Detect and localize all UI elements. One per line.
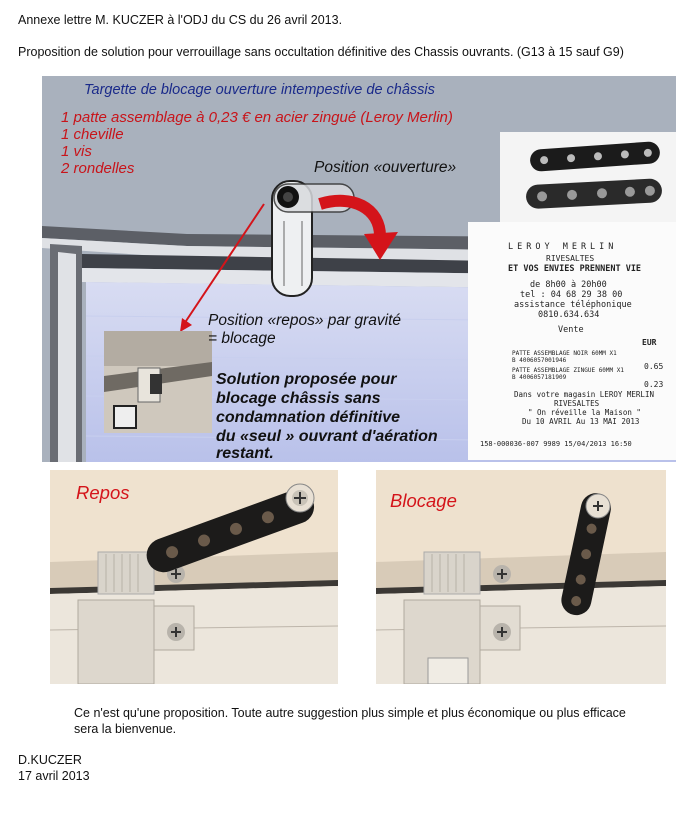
item-2: 1 cheville xyxy=(61,126,124,143)
receipt-promo-3: " On réveille la Maison " xyxy=(528,408,641,417)
item-4: 2 rondelles xyxy=(61,160,135,177)
receipt-city: RIVESALTES xyxy=(546,254,595,263)
receipt-hours: de 8h00 à 20h00 xyxy=(530,280,607,290)
receipt-currency: EUR xyxy=(642,338,657,347)
receipt-store: LEROY MERLIN xyxy=(508,242,618,252)
receipt-line1-desc: PATTE ASSEMBLAGE NOIR 60MM X1 xyxy=(512,350,617,357)
receipt xyxy=(468,222,676,460)
receipt-vente: Vente xyxy=(558,325,584,335)
receipt-footer: 158-000036-007 9989 15/04/2013 16:50 xyxy=(480,440,632,448)
panel-title: Targette de blocage ouverture intempestive de châssis xyxy=(84,82,435,98)
receipt-line1-code: B 4006057001946 xyxy=(512,357,567,364)
header-line-1: Annexe lettre M. KUCZER à l'ODJ du CS du 26 avril 2013. xyxy=(18,13,343,27)
header-line-2: Proposition de solution pour verrouillage sans occultation définitive des Chassis ouvrants. (G13 à 15 sauf G9) xyxy=(18,45,624,59)
receipt-assist: assistance téléphonique xyxy=(514,300,632,310)
date: 17 avril 2013 xyxy=(18,769,90,783)
solution-line-2: blocage châssis sans xyxy=(216,390,381,407)
position-rest-label: Position «repos» par gravité xyxy=(208,312,402,329)
solution-line-3: condamnation définitive xyxy=(216,409,401,426)
blocking-label: = blocage xyxy=(208,330,276,347)
receipt-line2-desc: PATTE ASSEMBLAGE ZINGUE 60MM X1 xyxy=(512,367,624,374)
receipt-promo-4: Du 10 AVRIL Au 13 MAI 2013 xyxy=(522,417,640,426)
footer-note-2: sera la bienvenue. xyxy=(74,722,177,736)
receipt-promo-2: RIVESALTES xyxy=(554,399,600,408)
receipt-tel: tel : 04 68 29 38 00 xyxy=(520,290,623,300)
footer-note-1: Ce n'est qu'une proposition. Toute autre suggestion plus simple et plus économique ou plus efficace xyxy=(74,706,626,720)
receipt-promo-1: Dans votre magasin LEROY MERLIN xyxy=(514,390,654,399)
receipt-line1-price: 0.65 xyxy=(644,362,664,371)
inset-photo xyxy=(104,331,212,433)
receipt-line2-code: B 4006057181909 xyxy=(512,374,567,381)
photo-repos-label: Repos xyxy=(76,482,130,503)
item-3: 1 vis xyxy=(61,143,92,160)
receipt-slogan: ET VOS ENVIES PRENNENT VIE xyxy=(508,264,642,274)
assembly-strips xyxy=(500,132,676,222)
solution-line-4: du «seul » ouvrant d'aération xyxy=(216,428,438,445)
photo-blocage-label: Blocage xyxy=(390,490,457,511)
solution-line-5: restant. xyxy=(216,445,274,462)
receipt-line2-price: 0.23 xyxy=(644,380,664,389)
item-1: 1 patte assemblage à 0,23 € en acier zingué (Leroy Merlin) xyxy=(61,109,453,126)
solution-line-1: Solution proposée pour xyxy=(216,371,397,388)
author: D.KUCZER xyxy=(18,753,82,767)
receipt-assist-tel: 0810.634.634 xyxy=(538,310,600,320)
position-open-label: Position «ouverture» xyxy=(314,159,457,176)
